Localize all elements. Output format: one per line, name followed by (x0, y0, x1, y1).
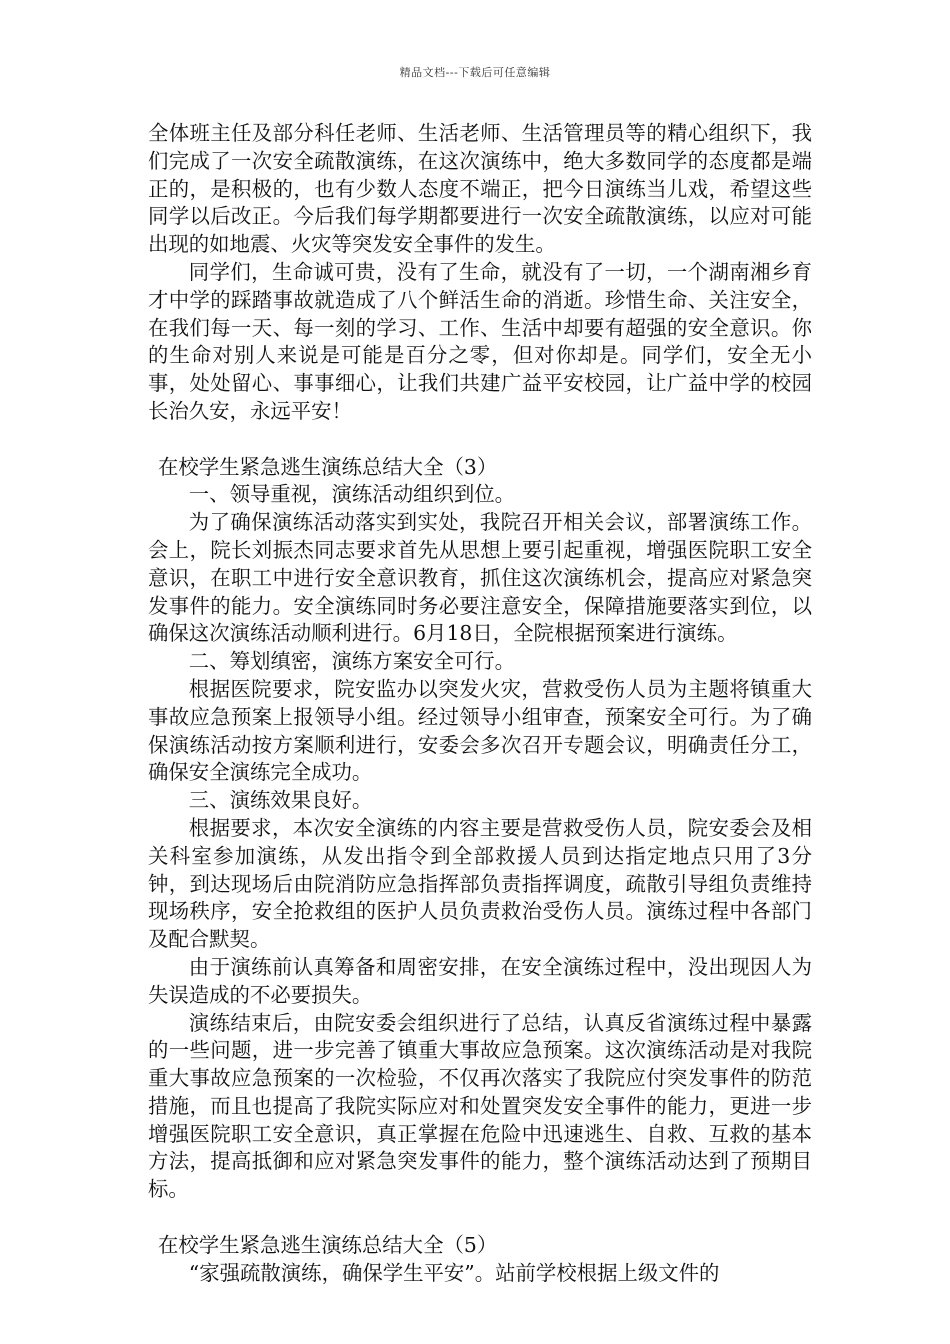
subheading: 二、筹划缜密，演练方案安全可行。 (188, 649, 516, 674)
paragraph: 演练结束后，由院安委会组织进行了总结，认真反省演练过程中暴露的一些问题，进一步完善了镇重大事故应急预案。这次演练活动是对我院重大事故应急预案的一次检验，不仅再次落实了我院应付突发事件的防范措施，而且也提高了我院实际应对和处置突发安全事件的能力，更进一步增强医院职工安全意识，真正掌握在危险中迅速逃生、自救、互救的基本方法，提高抵御和应对紧急突发事件的能力，整个演练活动达到了预期目标。 (148, 1010, 812, 1202)
paragraph: 全体班主任及部分科任老师、生活老师、生活管理员等的精心组织下，我们完成了一次安全疏散演练，在这次演练中，绝大多数同学的态度都是端正的，是积极的，也有少数人态度不端正，把今日演练当儿戏，希望这些同学以后改正。今后我们每学期都要进行一次安全疏散演练，以应对可能出现的如地震、火灾等突发安全事件的发生。 (148, 121, 812, 257)
paragraph: 根据医院要求，院安监办以突发火灾，营救受伤人员为主题将镇重大事故应急预案上报领导小组。经过领导小组审查，预案安全可行。为了确保演练活动按方案顺利进行，安委会多次召开专题会议，明确责任分工，确保安全演练完全成功。 (148, 676, 812, 785)
paragraph: “家强疏散演练，确保学生平安”。站前学校根据上级文件的 (188, 1260, 720, 1285)
document-body (148, 120, 812, 1287)
paragraph: 根据要求，本次安全演练的内容主要是营救受伤人员，院安委会及相关科室参加演练，从发出指令到全部救援人员到达指定地点只用了3分钟，到达现场后由院消防应急指挥部负责指挥调度，疏散引导组负责维持现场秩序，安全抢救组的医护人员负责救治受伤人员。演练过程中各部门及配合默契。 (148, 815, 812, 952)
section-heading: 在校学生紧急逃生演练总结大全（5） (158, 1232, 498, 1257)
section-heading: 在校学生紧急逃生演练总结大全（3） (158, 454, 498, 479)
paragraph: 由于演练前认真筹备和周密安排，在安全演练过程中，没出现因人为失误造成的不必要损失。 (148, 954, 812, 1007)
subheading: 一、领导重视，演练活动组织到位。 (188, 482, 516, 507)
subheading: 三、演练效果良好。 (188, 788, 373, 813)
paragraph: 为了确保演练活动落实到实处，我院召开相关会议，部署演练工作。会上，院长刘振杰同志要求首先从思想上要引起重视，增强医院职工安全意识，在职工中进行安全意识教育，抓住这次演练机会，提高应对紧急突发事件的能力。安全演练同时务必要注意安全，保障措施要落实到位，以确保这次演练活动顺利进行。6月18日，全院根据预案进行演练。 (148, 510, 812, 646)
page-header: 精品文档---下载后可任意编辑 (399, 66, 551, 79)
paragraph: 同学们，生命诚可贵，没有了生命，就没有了一切，一个湖南湘乡育才中学的踩踏事故就造成了八个鲜活生命的消逝。珍惜生命、关注安全，在我们每一天、每一刻的学习、工作、生活中却要有超强的安全意识。你的生命对别人来说是可能是百分之零，但对你却是。同学们，安全无小事，处处留心、事事细心，让我们共建广益平安校园，让广益中学的校园长治久安，永远平安！ (148, 259, 812, 423)
